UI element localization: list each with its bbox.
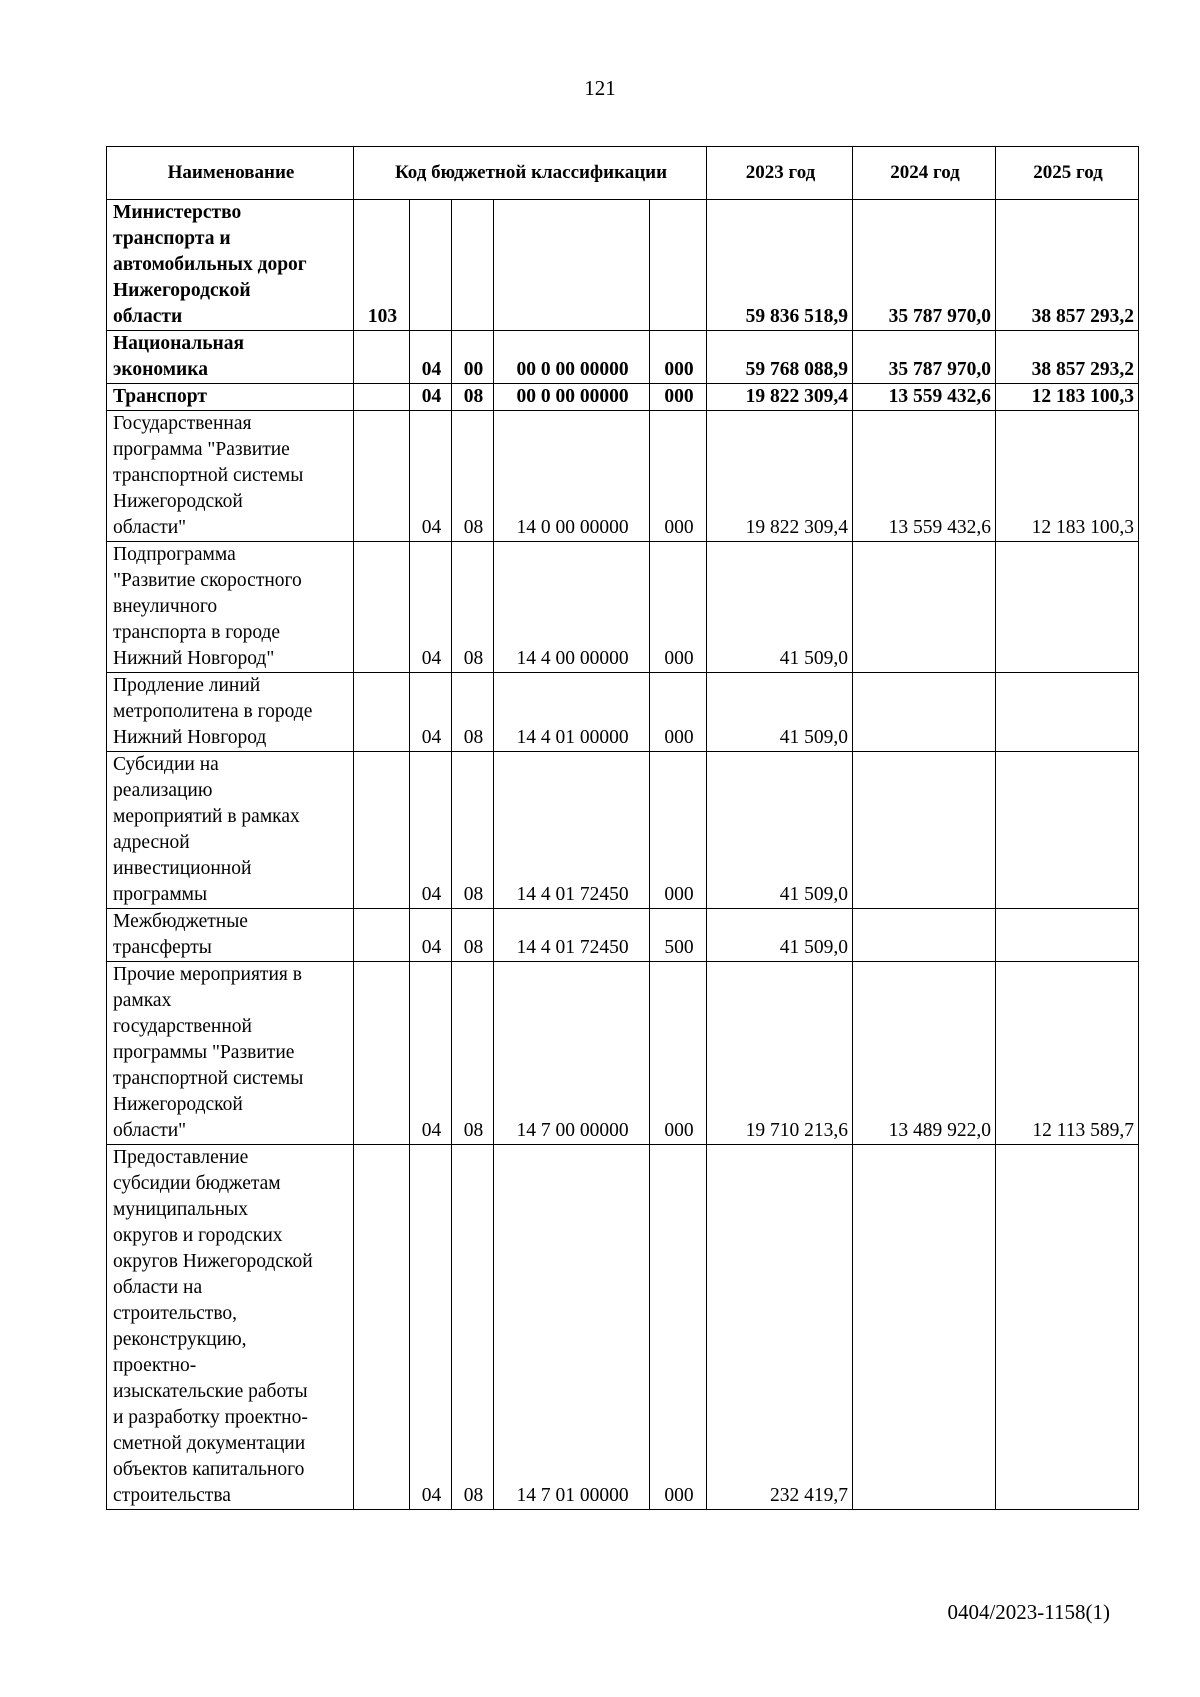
document-code: 0404/2023-1158(1) — [947, 1600, 1110, 1624]
amount-2024 — [853, 673, 996, 752]
table-row — [107, 384, 1139, 411]
table-row — [107, 962, 1139, 1145]
table-row — [107, 331, 1139, 384]
code-subsection: 08 — [452, 411, 494, 542]
row-name: Национальная экономика — [107, 331, 354, 384]
code-subsection — [452, 200, 494, 331]
code-section: 04 — [410, 384, 452, 411]
amount-2023: 41 509,0 — [707, 673, 853, 752]
amount-2024: 35 787 970,0 — [853, 331, 996, 384]
row-name: Предоставление субсидии бюджетам муниципальных округов и городских округов Нижегородской области на строительство, реконструкцию, проектно- изыскательские работы и разработку проектно- сметной документации объектов капитального строительства — [107, 1145, 354, 1510]
amount-2023: 41 509,0 — [707, 542, 853, 673]
row-name: Подпрограмма "Развитие скоростного внеуличного транспорта в городе Нижний Новгород" — [107, 542, 354, 673]
code-target-article: 14 4 01 72450 — [494, 909, 650, 962]
row-name: Государственная программа "Развитие транспортной системы Нижегородской области" — [107, 411, 354, 542]
code-target-article: 00 0 00 00000 — [494, 384, 650, 411]
code-subsection: 08 — [452, 673, 494, 752]
amount-2025: 12 183 100,3 — [996, 411, 1139, 542]
amount-2025 — [996, 673, 1139, 752]
amount-2023: 232 419,7 — [707, 1145, 853, 1510]
code-expense-type: 000 — [650, 1145, 707, 1510]
table-row — [107, 909, 1139, 962]
amount-2023: 41 509,0 — [707, 752, 853, 909]
row-name: Прочие мероприятия в рамках государственной программы "Развитие транспортной системы Нижегородской области" — [107, 962, 354, 1145]
amount-2025: 38 857 293,2 — [996, 331, 1139, 384]
code-subsection: 08 — [452, 962, 494, 1145]
header-2025: 2025 год — [996, 147, 1139, 200]
amount-2024: 13 559 432,6 — [853, 384, 996, 411]
header-code: Код бюджетной классификации — [354, 147, 707, 200]
code-section: 04 — [410, 752, 452, 909]
amount-2025 — [996, 752, 1139, 909]
code-ministry: 103 — [354, 200, 410, 331]
amount-2025: 38 857 293,2 — [996, 200, 1139, 331]
code-expense-type: 000 — [650, 752, 707, 909]
code-section: 04 — [410, 542, 452, 673]
code-ministry — [354, 542, 410, 673]
code-subsection: 08 — [452, 752, 494, 909]
amount-2024 — [853, 542, 996, 673]
table-row — [107, 200, 1139, 331]
row-name: Транспорт — [107, 384, 354, 411]
code-section: 04 — [410, 673, 452, 752]
amount-2024 — [853, 752, 996, 909]
code-target-article: 14 4 01 72450 — [494, 752, 650, 909]
table-row — [107, 411, 1139, 542]
code-subsection: 08 — [452, 909, 494, 962]
amount-2024 — [853, 1145, 996, 1510]
amount-2023: 59 836 518,9 — [707, 200, 853, 331]
code-ministry — [354, 909, 410, 962]
code-target-article — [494, 200, 650, 331]
amount-2024: 35 787 970,0 — [853, 200, 996, 331]
amount-2023: 19 822 309,4 — [707, 411, 853, 542]
code-section — [410, 200, 452, 331]
amount-2024: 13 489 922,0 — [853, 962, 996, 1145]
code-expense-type — [650, 200, 707, 331]
amount-2023: 41 509,0 — [707, 909, 853, 962]
code-expense-type: 000 — [650, 673, 707, 752]
code-subsection: 08 — [452, 542, 494, 673]
row-name: Субсидии на реализацию мероприятий в рамках адресной инвестиционной программы — [107, 752, 354, 909]
code-section: 04 — [410, 962, 452, 1145]
code-target-article: 00 0 00 00000 — [494, 331, 650, 384]
header-2024: 2024 год — [853, 147, 996, 200]
table-row — [107, 542, 1139, 673]
header-2023: 2023 год — [707, 147, 853, 200]
code-target-article: 14 4 01 00000 — [494, 673, 650, 752]
code-section: 04 — [410, 331, 452, 384]
row-name: Продление линий метрополитена в городе Нижний Новгород — [107, 673, 354, 752]
header-name: Наименование — [107, 147, 354, 200]
code-subsection: 08 — [452, 1145, 494, 1510]
code-ministry — [354, 331, 410, 384]
code-target-article: 14 4 00 00000 — [494, 542, 650, 673]
code-ministry — [354, 962, 410, 1145]
table-row — [107, 673, 1139, 752]
table-header-row — [107, 147, 1139, 200]
code-target-article: 14 7 00 00000 — [494, 962, 650, 1145]
code-ministry — [354, 411, 410, 542]
code-expense-type: 000 — [650, 411, 707, 542]
code-expense-type: 500 — [650, 909, 707, 962]
code-expense-type: 000 — [650, 962, 707, 1145]
amount-2024 — [853, 909, 996, 962]
code-expense-type: 000 — [650, 542, 707, 673]
amount-2023: 19 822 309,4 — [707, 384, 853, 411]
amount-2024: 13 559 432,6 — [853, 411, 996, 542]
code-expense-type: 000 — [650, 384, 707, 411]
row-name: Министерство транспорта и автомобильных дорог Нижегородской области — [107, 200, 354, 331]
table-row — [107, 752, 1139, 909]
code-subsection: 08 — [452, 384, 494, 411]
budget-table — [106, 146, 1139, 1510]
code-section: 04 — [410, 1145, 452, 1510]
amount-2025 — [996, 542, 1139, 673]
amount-2025 — [996, 909, 1139, 962]
amount-2023: 59 768 088,9 — [707, 331, 853, 384]
code-target-article: 14 0 00 00000 — [494, 411, 650, 542]
amount-2023: 19 710 213,6 — [707, 962, 853, 1145]
code-ministry — [354, 673, 410, 752]
code-target-article: 14 7 01 00000 — [494, 1145, 650, 1510]
amount-2025: 12 183 100,3 — [996, 384, 1139, 411]
code-subsection: 00 — [452, 331, 494, 384]
code-section: 04 — [410, 411, 452, 542]
table-row — [107, 1145, 1139, 1510]
page-number: 121 — [584, 76, 616, 100]
row-name: Межбюджетные трансферты — [107, 909, 354, 962]
amount-2025 — [996, 1145, 1139, 1510]
code-expense-type: 000 — [650, 331, 707, 384]
code-ministry — [354, 752, 410, 909]
code-ministry — [354, 1145, 410, 1510]
code-section: 04 — [410, 909, 452, 962]
code-ministry — [354, 384, 410, 411]
amount-2025: 12 113 589,7 — [996, 962, 1139, 1145]
